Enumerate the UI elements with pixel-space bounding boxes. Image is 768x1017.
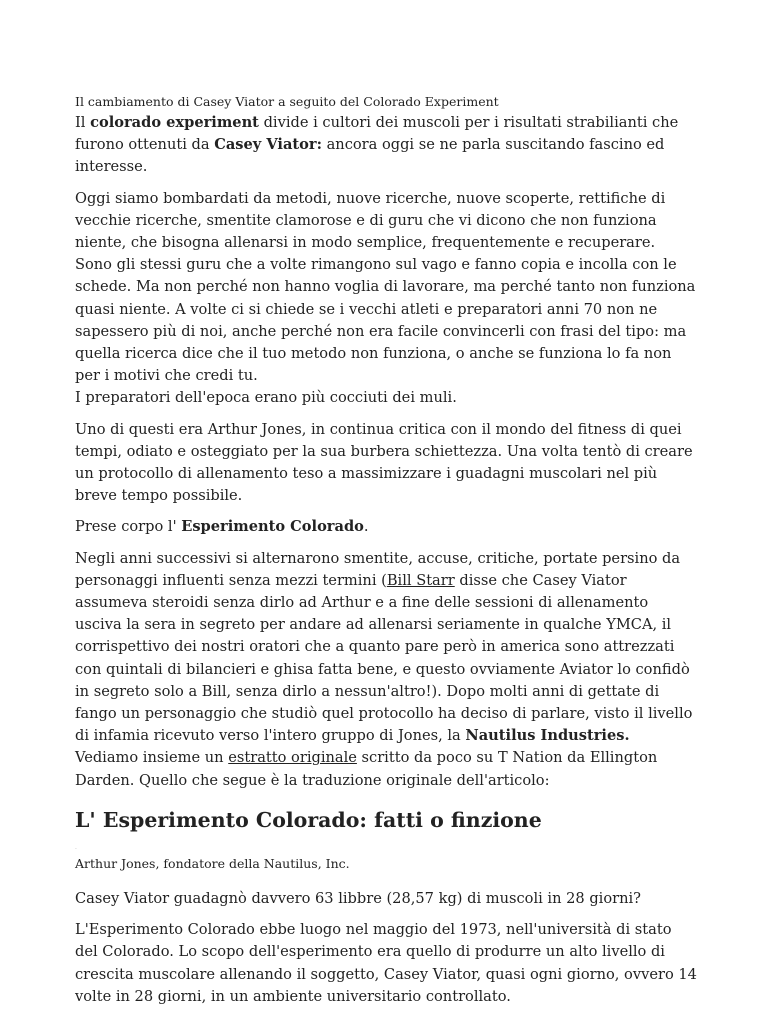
paragraph-intro: [75, 112, 697, 179]
link-bill-starr[interactable]: Bill Starr: [386, 571, 455, 589]
paragraph-controversy: [75, 548, 697, 792]
text: disse che Casey Viator assumeva steroidi senza dirlo ad Arthur e a fine delle sessioni di allenamento usciva la sera in segreto per andare ad allenarsi seriamente in qualche YMCA, il corrispettivo dei nostri oratori che a quanto pare però in america sono attrezzati con quintali di bilancieri e ghisa fatta bene, e questo ovviamente Aviator lo confidò in segreto solo a Bill, senza dirlo a nessun'altro!). Dopo molti anni di gettate di fango un personaggio che studiò quel protocollo ha deciso di parlare, visto il livello di infamia ricevuto verso l'intero gruppo di Jones, la: [75, 571, 693, 745]
text: divide i cultori dei muscoli per i risultati strabilianti che furono ottenuti da: [75, 114, 679, 154]
link-original-excerpt[interactable]: estratto originale: [228, 749, 357, 767]
paragraph-question: Casey Viator guadagnò davvero 63 libbre (28,57 kg) di muscoli in 28 giorni?: [75, 889, 642, 907]
text: scritto da poco su T Nation da Ellington Darden. Quello che segue è la traduzione originale dell'articolo:: [75, 749, 658, 789]
text: .: [363, 518, 369, 536]
image-caption-arthur-jones: Arthur Jones, fondatore della Nautilus, Inc.: [75, 855, 350, 871]
text: Oggi siamo bombardati da metodi, nuove ricerche, nuove scoperte, rettifiche di vecchie ricerche, smentite clamorose e di guru che vi dicono che non funziona niente, che bisogna allenarsi in modo semplice, frequentemente e recuperare.: [75, 189, 666, 252]
text: Il: [75, 114, 91, 131]
text: ancora oggi se ne parla suscitando fascino ed interesse.: [75, 136, 665, 176]
paragraph-arthur-jones: Uno di questi era Arthur Jones, in continua critica con il mondo del fitness di quei tempi, odiato e osteggiato per la sua burbera schiettezza. Una volta tentò di creare un protocollo di allenamento teso a massimizzare i guadagni muscolari nel più breve tempo possibile.: [75, 420, 693, 505]
paragraph-experiment-intro: [75, 516, 697, 538]
text: Sono gli stessi guru che a volte rimangono sul vago e fanno copia e incolla con le schede. Ma non perché non hanno voglia di lavorare, ma perché tanto non funziona quasi niente. A volte ci si chiede se i vecchi atleti e preparatori anni 70 non ne sapessero più di noi, anche perché non era facile convincerli con frasi del tipo: ma quella ricerca dice che il tuo metodo non funziona, o anche se funziona lo fa non per i motivi che credi tu.: [75, 256, 696, 385]
image-caption-top: Il cambiamento di Casey Viator a seguito del Colorado Experiment: [75, 94, 499, 109]
bold-term: Nautilus Industries.: [465, 727, 630, 745]
paragraph-experiment-description: L'Esperimento Colorado ebbe luogo nel maggio del 1973, nell'università di stato del Colorado. Lo scopo dell'esperimento era quello di produrre un alto livello di crescita muscolare allenando il soggetto, Casey Viator, quasi ogni giorno, ovvero 14 volte in 28 giorni, in un ambiente universitario controllato.: [75, 921, 697, 1005]
text: I preparatori dell'epoca erano più cocciuti dei muli.: [75, 389, 457, 407]
section-heading: L' Esperimento Colorado: fatti o finzione: [75, 807, 542, 832]
text: Vediamo insieme un: [75, 749, 229, 767]
article: [75, 94, 697, 1017]
image-placeholder: ·: [75, 845, 77, 853]
bold-term: Casey Viator:: [214, 136, 322, 154]
text: Negli anni successivi si alternarono smentite, accuse, critiche, portate persino da personaggi influenti senza mezzi termini (: [75, 549, 681, 589]
text: Prese corpo l': [75, 518, 182, 536]
bold-term: Esperimento Colorado: [181, 518, 364, 536]
paragraph-context: [75, 188, 697, 410]
bold-term: colorado experiment: [90, 114, 259, 131]
